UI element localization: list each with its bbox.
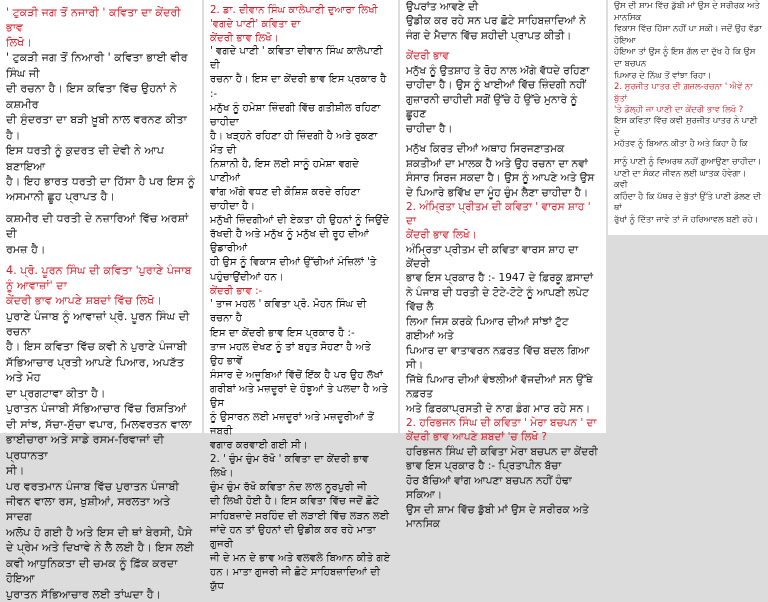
- question-line: 2. ਹਰਿਭਜਨ ਸਿੰਘ ਦੀ ਕਵਿਤਾ ' ਮੇਰਾ ਬਚਪਨ ' ਦਾ: [406, 417, 597, 430]
- answer-line: ਤਾਜ ਮਹਲ ਦੇਖਣ ਨੂੰ ਤਾਂ ਬਹੁਤ ਸੋਹਣਾ ਹੈ ਅਤੇ: [210, 341, 371, 353]
- answer-line: ਸੱਭਿਆਚਾਰ ਪ੍ਰਤੀ ਆਪਣੇ ਪਿਆਰ, ਅਪਣੱਤ ਅਤੇ ਮੋਹ: [6, 355, 185, 385]
- answer-line: ਇਸ ਦਾ ਕੇਂਦਰੀ ਭਾਵ ਇਸ ਪ੍ਰਕਾਰ ਹੈ :-: [210, 327, 355, 339]
- note-panel-vagde-pani-taj-mahal: [204, 0, 398, 592]
- answer-line: ਪੁਰਾਣੇ ਪੰਜਾਬ ਨੂੰ ਆਵਾਜ਼ਾਂ ਪ੍ਰੋ. ਪੂਰਨ ਸਿੰਘ ਦੀ ਰਚਨਾ: [6, 309, 190, 338]
- answer-line: ਕਵੀ ਆਧੁਨਿਕਤਾ ਦੀ ਚਮਕ ਨੂੰ ਫ਼ਿੱਕ ਕਰਦਾ ਹੋਇਆ: [6, 556, 178, 586]
- question-line: ਕੇਂਦਰੀ ਭਾਵ ਲਿਖੋ।: [210, 32, 279, 44]
- answer-line: ਮਹੱਤਵ ਨੂੰ ਬਿਆਨ ਕੀਤਾ ਹੈ ਅਤੇ ਕਿਹਾ ਹੈ ਕਿ: [614, 138, 748, 149]
- answer-line: ਨਿਸ਼ਾਨੀ ਹੈ, ਇਸ ਲਈ ਸਾਨੂੰ ਹਮੇਸ਼ਾ ਵਗਦੇ ਪਾਣੀਆਂ: [210, 158, 359, 184]
- answer-line: ਚਾਹੀਦਾ ਹੈ।: [406, 122, 453, 135]
- answer-line: ' ਟੁਕੜੀ ਜਗ ਤੋਂ ਨਿਆਰੀ ' ਕਵਿਤਾ ਭਾਈ ਵੀਰ ਸਿੰਘ ਜੀ: [6, 51, 188, 80]
- answer-line: ਅੰਮ੍ਰਿਤਾ ਪ੍ਰੀਤਮ ਦੀ ਕਵਿਤਾ ਵਾਰਸ ਸ਼ਾਹ ਦਾ ਕੇਂਦਰੀ: [406, 243, 579, 270]
- answer-line: ਅਸਮਾਨੀ ਛੂਹ ਪ੍ਰਾਪਤ ਹੈ।: [6, 190, 116, 204]
- answer-line: ਇਸ ਧਰਤੀ ਨੂੰ ਕੁਦਰਤ ਦੀ ਦੇਵੀ ਨੇ ਆਪ ਬਣਾਇਆ: [6, 144, 164, 173]
- panel-d-lines: [614, 0, 762, 226]
- question-line: 2. ਡਾ. ਦੀਵਾਨ ਸਿੰਘ ਕਾਲੇਪਾਣੀ ਦੁਆਰਾ ਲਿਖੀ 'ਵਗਦੇ ਪਾਣੀ' ਕਵਿਤਾ ਦਾ: [210, 5, 378, 30]
- question-line: ਕੇਂਦਰੀ ਭਾਵ: [406, 50, 450, 63]
- answer-line: ਸੰਸਾਰ ਸਿਰਜ ਸਕਦਾ ਹੈ। ਉਸ ਨੂੰ ਆਪਣੇ ਅਤੇ ਉਸ: [406, 172, 595, 185]
- answer-line: ਜੀਵਨ ਵਾਲਾ ਰਸ, ਖੁਸ਼ੀਆਂ, ਸਰਲਤਾ ਅਤੇ ਸਾਦਗ: [6, 494, 171, 524]
- answer-line: ਦੀ ਸੁੰਦਰਤਾ ਦਾ ਬੜੀ ਖ਼ੂਬੀ ਨਾਲ ਵਰਨਣ ਕੀਤਾ ਹੈ।: [6, 113, 187, 142]
- answer-line: ਉਪਰਾਂਤ ਆਵਣੇ ਦੀ: [406, 1, 479, 13]
- answer-line: ਮਨੁੱਖ ਨੂੰ ਉਤਸ਼ਾਹ ਤੇ ਰੋਹ ਨਾਲ ਅੱਗੇ ਵੱਧਦੇ ਰਹਿਣਾ: [406, 64, 590, 77]
- question-line: 2. ਅੰਮ੍ਰਿਤਾ ਪ੍ਰੀਤਮ ਦੀ ਕਵਿਤਾ ' ਵਾਰਸ ਸ਼ਾਹ ' ਦਾ: [406, 200, 591, 228]
- answer-line: ਹਨ। ਮਾਤਾ ਗੁਜਰੀ ਜੀ ਛੋਟੇ ਸਾਹਿਬਜ਼ਾਦਿਆਂ ਦੀ ਯੁੱਧ: [210, 566, 381, 592]
- panel-c-lines: [406, 0, 600, 532]
- answer-line: ਅਤੇ ਫ਼ਿਰਕਾਪ੍ਰਸਤੀ ਦੇ ਨਾਗ ਡੰਗ ਮਾਰ ਰਹੇ ਸਨ।: [406, 402, 591, 415]
- answer-line: ਪੁਰਾਤਨ ਪੰਜਾਬੀ ਸੱਭਿਆਚਾਰ ਵਿੱਚ ਰਿਸ਼ਤਿਆਂ: [6, 402, 187, 416]
- answer-line: ਗਰੀਬਾਂ ਅਤੇ ਮਜ਼ਦੂਰਾਂ ਦੇ ਹੰਝੂਆਂ ਤੇ ਪਲਦਾ ਹੈ ਅਤੇ ਉਸ: [210, 383, 388, 409]
- question-line: ਕੇਂਦਰੀ ਭਾਵ ਆਪਣੇ ਸ਼ਬਦਾਂ 'ਚ ਲਿਖੋ ?: [406, 431, 547, 444]
- answer-line: ਨੂੰ ਉਸਾਰਨ ਲਈ ਮਜ਼ਦੂਰਾਂ ਅਤੇ ਮਜ਼ਦੂਰੀਆਂ ਤੋਂ ਜਬਰੀ: [210, 412, 374, 438]
- note-panel-surjit-patar: [608, 0, 768, 235]
- question-line: ਕੇਂਦਰੀ ਭਾਵ :-: [210, 285, 263, 297]
- answer-line: ਸੰਸਾਰ ਦੇ ਅਜੂਬਿਆਂ ਵਿੱਚੋਂ ਇੱਕ ਹੈ ਪਰ ਉਹ ਲੱਖਾਂ: [210, 369, 383, 381]
- answer-line: ' ਵਗਦੇ ਪਾਣੀ ' ਕਵਿਤਾ ਦੀਵਾਨ ਸਿੰਘ ਕਾਲੇਪਾਣੀ ਦੀ: [210, 46, 383, 72]
- answer-line: ਪਹੁੰਚਾਉਂਦੀਆਂ ਹਨ।: [210, 271, 284, 283]
- answer-line: ਚੁੰਮ ਚੁੰਮ ਰੱਖੋ ਕਵਿਤਾ ਨੰਦ ਲਾਲ ਨੂਰਪੁਰੀ ਜੀ: [210, 482, 367, 494]
- answer-line: ਗੁਜ਼ਾਰਨੀ ਚਾਹੀਦੀ ਸਗੋਂ ਉੱਚੇ ਹੋ ਉੱਚੇ ਮੁਨਾਰੇ ਨੂੰ ਛੂਹਣ: [406, 93, 578, 121]
- answer-line: ਰੁੱਖਾਂ ਨੂੰ ਦਿੱਤਾ ਜਾਵੇ ਤਾਂ ਜੋ ਹਰਿਆਵਲ ਬਣੀ ਰਹੇ।: [614, 213, 759, 224]
- panel-a-lines: [6, 5, 196, 602]
- answer-line: ਹੈ। ਖੜ੍ਹਨੇ ਰਹਿਣਾ ਹੀ ਜ਼ਿੰਦਗੀ ਹੈ ਅਤੇ ਰੁਕਣਾ ਮੌਤ ਦੀ: [210, 130, 378, 156]
- answer-line: ਕਹਿੰਦਾ ਹੈ ਕਿ ਪੱਥਰ ਦੇ ਬੁੱਤਾਂ ਉੱਤੇ ਪਾਣੀ ਡੋਲਣ ਦੀ ਥਾਂ: [614, 190, 762, 213]
- answer-line: ਚਾਹੀਦਾ ਹੈ। ਉਸ ਨੂੰ ਖਾਈਆਂ ਵਿੱਚ ਜ਼ਿੰਦਗੀ ਨਹੀਂ: [406, 79, 586, 92]
- question-line: 4. ਪ੍ਰੋ. ਪੂਰਨ ਸਿੰਘ ਦੀ ਕਵਿਤਾ 'ਪੁਰਾਣੇ ਪੰਜਾਬ ਨੂੰ ਆਵਾਜ਼ਾਂ' ਦਾ: [6, 264, 192, 293]
- answer-line: ਮਨੁੱਖੀ ਜ਼ਿੰਦਗੀਆਂ ਦੀ ਏਕਤਾ ਹੀ ਉਹਨਾਂ ਨੂੰ ਜਿਉਂਦੇ: [210, 215, 390, 227]
- answer-line: ਇਸ ਕਵਿਤਾ ਵਿੱਚ ਕਵੀ ਸੁਰਜੀਤ ਪਾਤਰ ਨੇ ਪਾਣੀ ਦੇ: [614, 115, 758, 137]
- answer-line: ਸੀ।: [6, 464, 25, 478]
- answer-line: ਰੱਖਦੀ ਹੈ ਅਤੇ ਮਨੁੱਖ ਨੂੰ ਮਨੁੱਖ ਦੀ ਰੂਹ ਦੀਆਂ ਉਡਾਰੀਆਂ: [210, 229, 370, 255]
- answer-line: ਰਚਨਾ ਹੈ। ਇਸ ਦਾ ਕੇਂਦਰੀ ਭਾਵ ਇਸ ਪ੍ਰਕਾਰ ਹੈ :-: [210, 74, 387, 100]
- answer-line: ਸਾਨੂੰ ਪਾਣੀ ਨੂੰ ਵਿਅਰਥ ਨਹੀਂ ਗੁਆਉਣਾ ਚਾਹੀਦਾ।: [614, 155, 762, 166]
- question-line: ' ਟੁਕੜੀ ਜਗ ਤੋਂ ਨਜਾਰੀ ' ਕਵਿਤਾ ਦਾ ਕੇਂਦਰੀ ਭਾਵ: [6, 6, 181, 35]
- question-line: ਕੇਂਦਰੀ ਭਾਵ ਲਿਖੋ।: [406, 229, 477, 242]
- answer-line: ਹਰਿਭਜਨ ਸਿੰਘ ਦੀ ਕਵਿਤਾ ਮੇਰਾ ਬਚਪਨ ਦਾ ਕੇਂਦਰੀ: [406, 445, 598, 458]
- answer-line: 2. ' ਚੁੰਮ ਚੁੰਮ ਰੱਖੋ ' ਕਵਿਤਾ ਦਾ ਕੇਂਦਰੀ ਭਾਵ ਲਿਖੋ।: [210, 454, 369, 480]
- answer-line: ਹੈ। ਇਹ ਭਾਰਤ ਧਰਤੀ ਦਾ ਹਿੱਸਾ ਹੈ ਪਰ ਇਸ ਨੂੰ: [6, 174, 195, 188]
- answer-line: ਜੰਗ ਦੇ ਮੈਦਾਨ ਵਿੱਚ ਸ਼ਹੀਦੀ ਪ੍ਰਾਪਤ ਕੀਤੀ।: [406, 29, 572, 42]
- answer-line: ਦੇ ਪ੍ਰੇਮ ਅਤੇ ਦਿਖਾਵੇ ਨੇ ਲੈ ਲਈ ਹੈ। ਇਸ ਲਈ: [6, 541, 195, 555]
- answer-line: ਵਾਂਗ ਅੱਗੇ ਵਧਣ ਦੀ ਕੋਸ਼ਿਸ਼ ਕਰਦੇ ਰਹਿਣਾ ਚਾਹੀਦਾ ਹੈ।: [210, 187, 361, 213]
- answer-line: ਦੀ ਲਿਖੀ ਹੋਈ ਹੈ। ਇਸ ਕਵਿਤਾ ਵਿੱਚ ਜਦੋਂ ਛੋਟੇ: [210, 496, 380, 508]
- note-panel-kashmir-puran: [0, 0, 202, 601]
- answer-line: ਪਿਆਰ ਦੇ ਨਿੱਘ ਤੋਂ ਵਾਂਝਾ ਰਿਹਾ।: [614, 69, 712, 80]
- answer-line: ਹੋਇਆ ਤਾਂ ਉਸ ਨੂੰ ਇਸ ਗੱਲ ਦਾ ਦੁੱਖ ਹੈ ਕਿ ਉਸ ਦਾ ਬਚਪਨ: [614, 46, 756, 68]
- panel-b-lines: [210, 4, 392, 594]
- answer-line: ਸਾਹਿਬਜ਼ਾਦੇ ਸਰਹਿੰਦ ਦੀ ਲੜਾਈ ਵਿੱਚ ਲੜਨ ਲਈ: [210, 510, 390, 522]
- question-line: ਕੇਂਦਰੀ ਭਾਵ ਆਪਣੇ ਸ਼ਬਦਾਂ ਵਿੱਚ ਲਿਖੋ।: [6, 294, 162, 308]
- answer-line: ਜਾਂਦੇ ਹਨ ਤਾਂ ਉਹਨਾਂ ਦੀ ਉਡੀਕ ਕਰ ਰਹੇ ਮਾਤਾ ਗੁਜਰੀ: [210, 524, 376, 550]
- answer-line: ਮਨੁੱਖ ਕਿਰਤ ਦੀਆਂ ਅਥਾਹ ਸਿਰਜਣਾਤਮਕ: [406, 143, 565, 156]
- answer-line: ਸ਼ਕਤੀਆਂ ਦਾ ਮਾਲਕ ਹੈ ਅਤੇ ਉਹ ਰਚਨਾ ਦਾ ਨਵਾਂ: [406, 157, 588, 170]
- answer-line: ਰਮਜ਼ ਹੈ।: [6, 242, 46, 256]
- answer-line: ਹੈ। ਇਸ ਕਵਿਤਾ ਵਿੱਚ ਕਵੀ ਨੇ ਪੁਰਾਣੇ ਪੰਜਾਬੀ: [6, 340, 187, 354]
- answer-line: ' ਤਾਜ ਮਹਲ ' ਕਵਿਤਾ ਪ੍ਰੋ. ਮੋਹਨ ਸਿੰਘ ਦੀ ਰਚਨਾ ਹੈ: [210, 299, 367, 325]
- answer-line: ਉਸ ਦੀ ਸ਼ਾਮ ਵਿੱਚ ਡੁੱਬੀ ਮਾਂ ਉਸ ਦੇ ਸਰੀਰਕ ਅਤੇ ਮਾਨਸਿਕ: [614, 0, 760, 22]
- answer-line: ਭਾਈਚਾਰਾ ਅਤੇ ਸਾਡੇ ਰਸਮ-ਰਿਵਾਜਾਂ ਦੀ ਪ੍ਰਧਾਨਤਾ: [6, 433, 165, 462]
- answer-line: ਵਗਾਰ ਕਰਵਾਈ ਗਈ ਸੀ।: [210, 440, 308, 452]
- answer-line: ਵਿਕਾਸ ਵਿੱਚ ਹਿੱਸਾ ਨਹੀਂ ਪਾ ਸਕੀ। ਜਦੋਂ ਉਹ ਵੱਡਾ ਹੋਇਆ: [614, 23, 762, 45]
- answer-line: ਕਸ਼ਮੀਰ ਦੀ ਧਰਤੀ ਦੇ ਨਜ਼ਾਰਿਆਂ ਵਿੱਚ ਅਰਸ਼ਾਂ ਦੀ: [6, 211, 189, 241]
- answer-line: ਉਡੀਕ ਕਰ ਰਹੇ ਸਨ ਪਰ ਛੋਟੇ ਸਾਹਿਬਜ਼ਾਦਿਆਂ ਨੇ: [406, 15, 586, 28]
- answer-line: ਦਾ ਪ੍ਰਗਟਾਵਾ ਕੀਤਾ ਹੈ।: [6, 386, 106, 400]
- answer-line: ਉਸ ਦੀ ਸ਼ਾਮ ਵਿੱਚ ਡੁੱਬੀ ਮਾਂ ਉਸ ਦੇ ਸਰੀਰਕ ਅਤੇ ਮਾਨਸਿਕ: [406, 503, 589, 531]
- answer-line: ਹੀ ਉਸ ਨੂੰ ਵਿਕਾਸ ਦੀਆਂ ਉੱਚੀਆਂ ਮੰਜ਼ਿਲਾਂ 'ਤੇ: [210, 257, 377, 269]
- answer-line: ਭਾਵ ਇਸ ਪ੍ਰਕਾਰ ਹੈ :- ਪ੍ਰਿਤਾਪੀਨ ਬੱਚਾ: [406, 460, 562, 473]
- answer-line: ਭਾਵ ਇਸ ਪ੍ਰਕਾਰ ਹੈ :- 1947 ਦੇ ਫ਼ਿਰਕੂ ਫ਼ਸਾਦਾਂ: [406, 272, 593, 285]
- answer-line: ਜੀ ਦੇ ਮਨ ਦੇ ਭਾਵ ਅਤੇ ਵਲਵਲੇ ਬਿਆਨ ਕੀਤੇ ਗਏ: [210, 552, 391, 564]
- answer-line: ਦੇ ਪਿਆਰੇ ਭਵਿੱਖ ਦਾ ਮੂੰਹ ਚੁੰਮ ਲੈਣਾ ਚਾਹੀਦਾ ਹੈ।: [406, 186, 589, 199]
- answer-line: ਪਰ ਵਰਤਮਾਨ ਪੰਜਾਬ ਵਿੱਚ ਪੁਰਾਤਨ ਪੰਜਾਬੀ: [6, 479, 180, 493]
- question-line: ਲਿਖੋ।: [6, 36, 32, 50]
- answer-line: ਮਨੁੱਖ ਨੂੰ ਹਮੇਸ਼ਾ ਜ਼ਿੰਦਗੀ ਵਿੱਚ ਗਤੀਸ਼ੀਲ ਰਹਿਣਾ ਚਾਹੀਦਾ: [210, 102, 381, 128]
- question-line: 'ਤੇ ਡੋਲ੍ਹੀ ਜਾ ਪਾਣੀ ਦਾ ਕੇਂਦਰੀ ਭਾਵ ਲਿਖੋ ?: [614, 103, 744, 114]
- answer-line: ਹੋਰ ਬੱਚਿਆਂ ਵਾਂਗ ਆਪਣਾ ਬਚਪਨ ਨਹੀਂ ਹੰਢਾ ਸਕਿਆ।: [406, 474, 572, 502]
- answer-line: ਨੇ ਪੰਜਾਬ ਦੀ ਧਰਤੀ ਦੇ ਟੋਟੇ-ਟੋਟੇ ਨੂੰ ਆਪਣੀ ਲਪੇਟ ਵਿੱਚ ਲੈ: [406, 286, 589, 314]
- answer-line: ਪੁਰਾਤਨ ਸੱਭਿਆਚਾਰ ਲਈ ਤਾਂਘਦਾ ਹੈ।: [6, 587, 162, 601]
- answer-line: ਅਲੋਪ ਹੋ ਗਈ ਹੈ ਅਤੇ ਇਸ ਦੀ ਥਾਂ ਬੇਰਸੀ, ਪੈਸੇ: [6, 525, 193, 539]
- answer-line: ਲਿਆ ਜਿਸ ਕਰਕੇ ਪਿਆਰ ਦੀਆਂ ਸਾਂਝਾਂ ਟੁੱਟ ਗਈਆਂ ਅਤੇ: [406, 315, 569, 343]
- question-line: 2. ਸੁਰਜੀਤ ਪਾਤਰ ਦੀ ਗ਼ਜ਼ਲ-ਰਚਨਾ ' ਐਵੇਂ ਨਾ ਬੁੱਤਾਂ: [614, 81, 753, 103]
- note-panel-kendri-bhav-varis-shah: [400, 0, 606, 531]
- answer-line: ਜਿੱਥੇ ਪਿਆਰ ਦੀਆਂ ਵੰਝਲੀਆਂ ਵੱਜਦੀਆਂ ਸਨ ਉੱਥੇ ਨਫ਼ਰਤ: [406, 373, 593, 401]
- answer-line: ਪਿਆਰ ਦਾ ਵਾਤਾਵਰਨ ਨਫ਼ਰਤ ਵਿੱਚ ਬਦਲ ਗਿਆ ਸੀ।: [406, 344, 590, 372]
- answer-line: ਪਾਣੀ ਦਾ ਸੰਕਟ ਜੀਵਨ ਲਈ ਘਾਤਕ ਹੋਵੇਗਾ। ਕਵੀ: [614, 167, 747, 190]
- answer-line: ਦੀ ਸਾਂਝ, ਸੱਚਾ-ਸੁੱਚਾ ਵਪਾਰ, ਮਿਲਵਰਤਨ ਵਾਲਾ: [6, 417, 192, 431]
- answer-line: ਉਹ ਭਾਵੇਂ: [210, 355, 243, 367]
- answer-line: ਦੀ ਰਚਨਾ ਹੈ। ਇਸ ਕਵਿਤਾ ਵਿੱਚ ਉਹਨਾਂ ਨੇ ਕਸ਼ਮੀਰ: [6, 82, 177, 111]
